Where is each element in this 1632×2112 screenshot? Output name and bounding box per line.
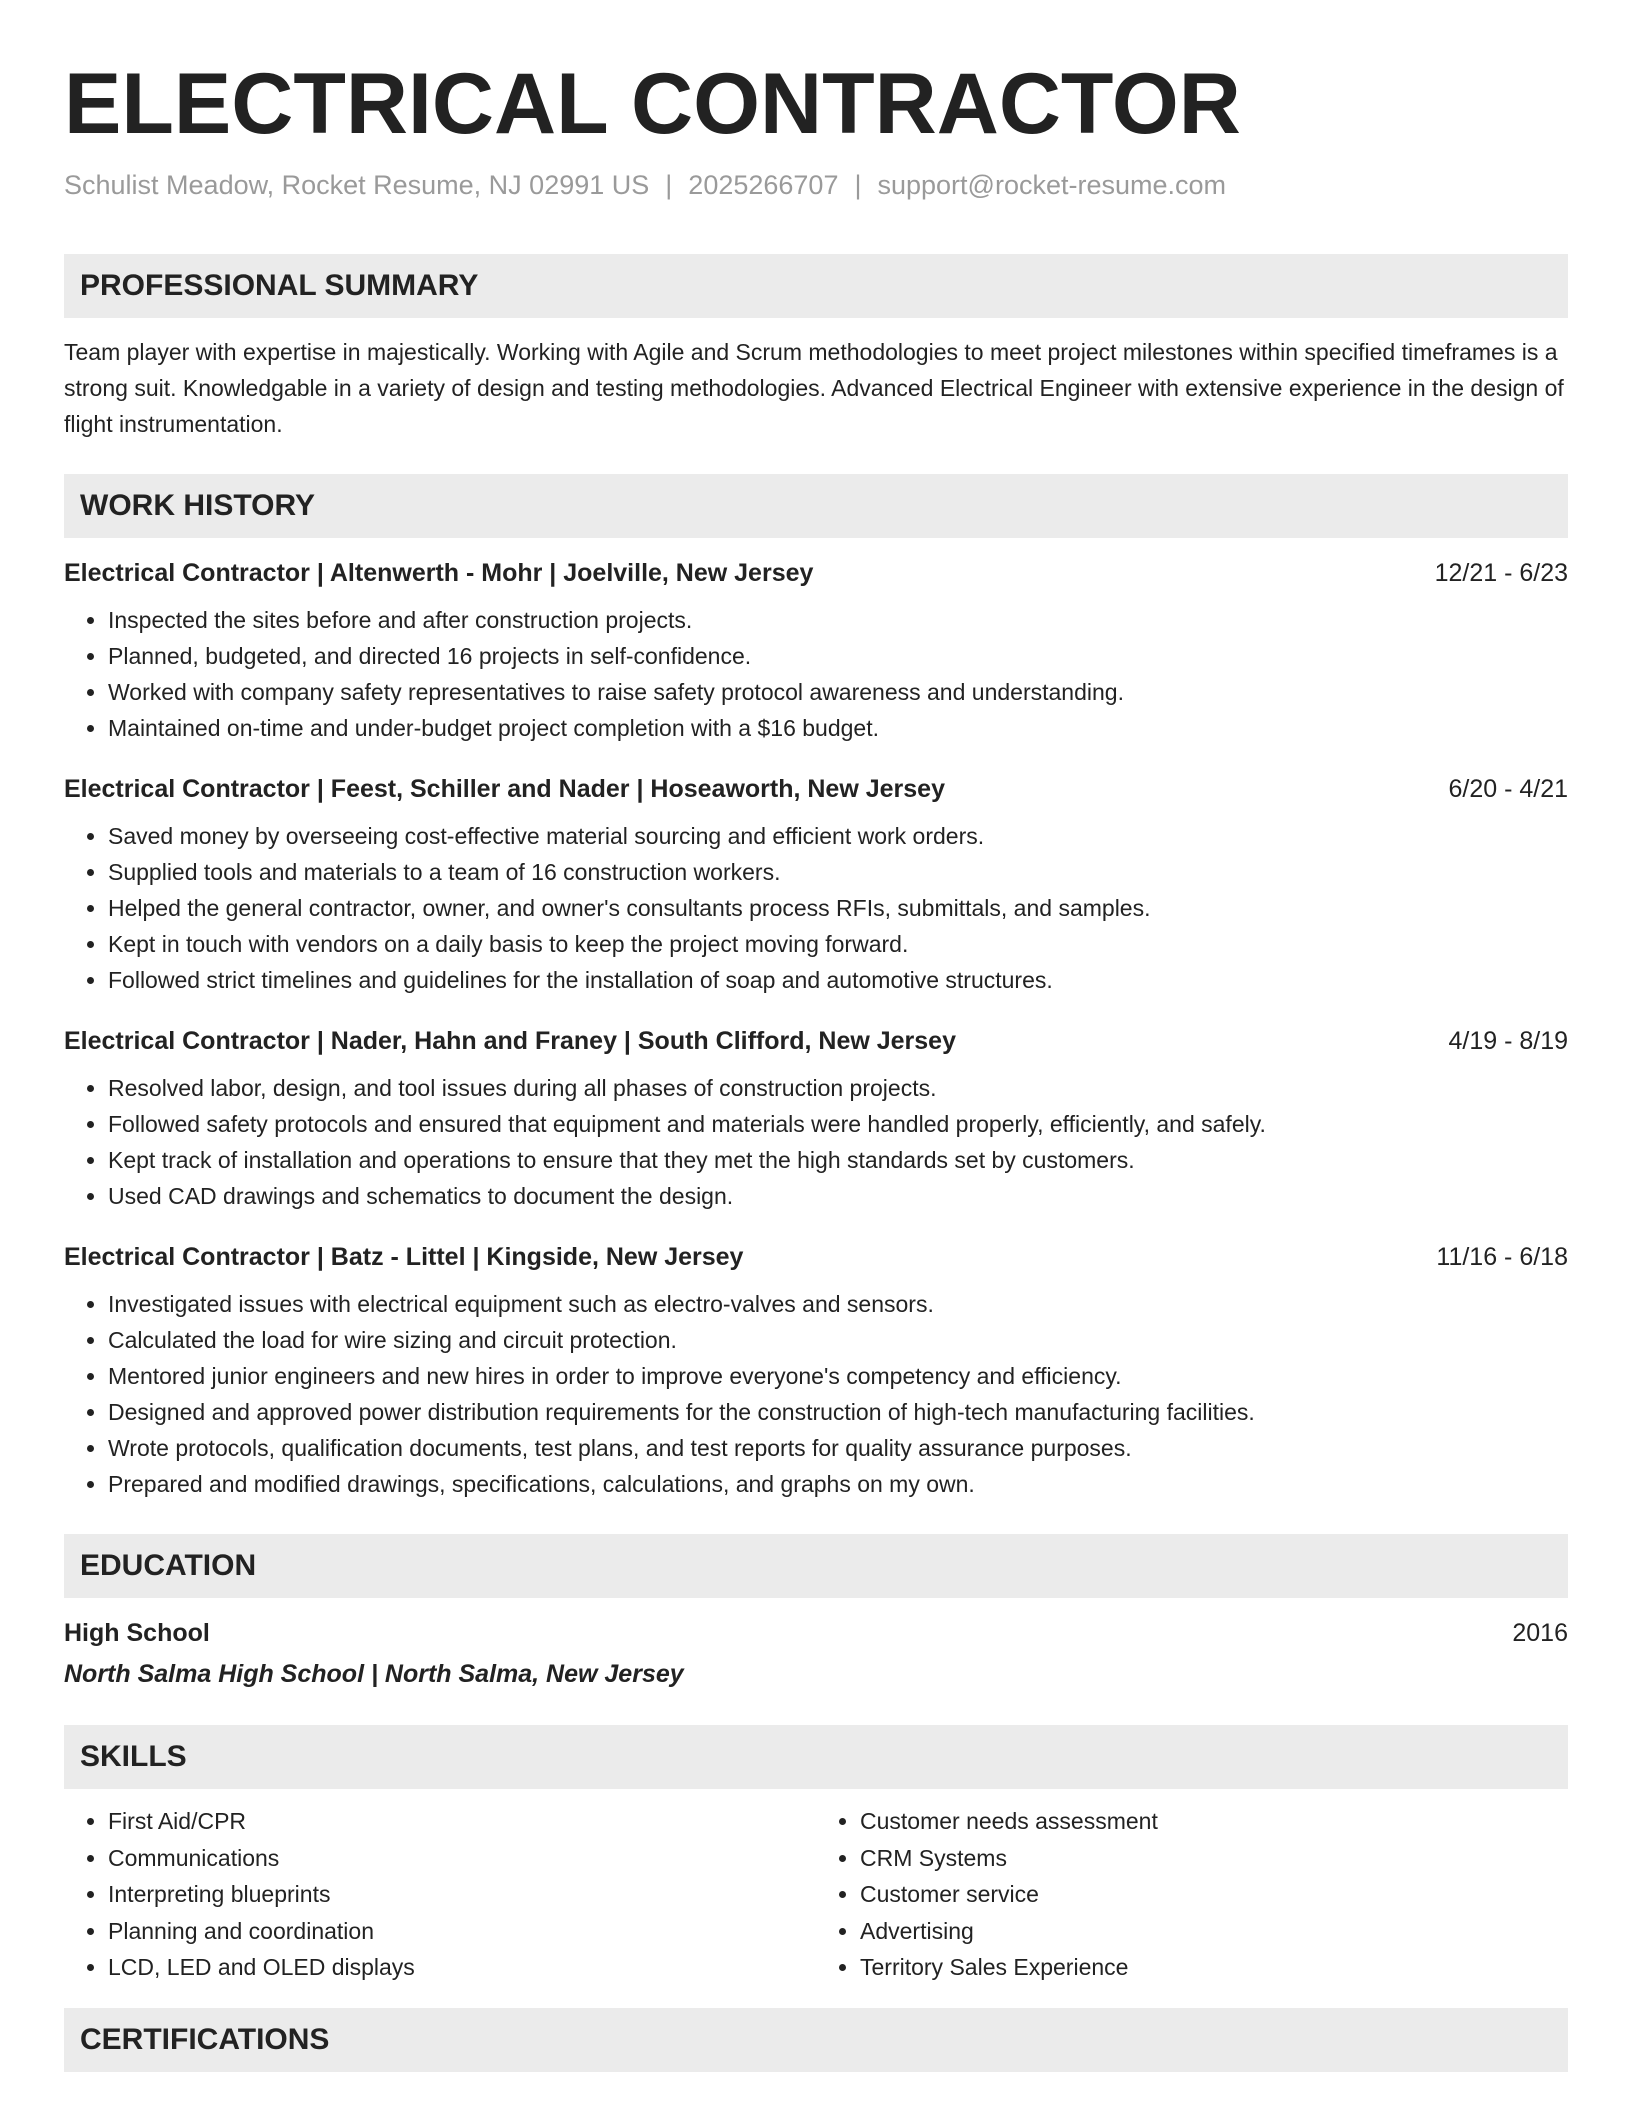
skill-item: • Communications — [108, 1840, 816, 1877]
job-bullets — [64, 602, 1568, 746]
contact-address: Schulist Meadow, Rocket Resume, NJ 02991 US — [64, 170, 650, 200]
job-entry — [64, 556, 1568, 746]
job-bullet: • Resolved labor, design, and tool issues during all phases of construction projects. — [108, 1070, 1568, 1106]
skill-item: • Customer needs assessment — [860, 1803, 1568, 1840]
skill-item: • CRM Systems — [860, 1840, 1568, 1877]
candidate-name: ELECTRICAL CONTRACTOR — [64, 56, 1241, 152]
job-header — [64, 1240, 1568, 1274]
job-dates: 6/20 - 4/21 — [1448, 775, 1568, 803]
skill-item: • Customer service — [860, 1876, 1568, 1913]
job-title: Electrical Contractor | Altenwerth - Mohr | Joelville, New Jersey — [64, 559, 814, 587]
education-entry — [64, 1616, 1568, 1650]
job-bullet: • Maintained on-time and under-budget project completion with a $16 budget. — [108, 710, 1568, 746]
education-school: North Salma High School | North Salma, New Jersey — [64, 1660, 684, 1688]
job-bullet: • Saved money by overseeing cost-effective material sourcing and efficient work orders. — [108, 818, 1568, 854]
contact-separator: | — [665, 170, 673, 200]
education-degree: High School — [64, 1619, 210, 1647]
job-dates: 4/19 - 8/19 — [1448, 1027, 1568, 1055]
skills-column-right — [816, 1803, 1568, 1986]
summary-text: Team player with expertise in majestically. Working with Agile and Scrum methodologies to meet project milestones within specified timeframes is a strong suit. Knowledgable in a variety of design and testing methodologies. Advanced Electrical Engineer with extensive experience in the design of flight instrumentation. — [64, 339, 1564, 437]
job-bullet: • Planned, budgeted, and directed 16 projects in self-confidence. — [108, 638, 1568, 674]
contact-line — [64, 168, 1568, 202]
job-bullet: • Used CAD drawings and schematics to document the design. — [108, 1178, 1568, 1214]
contact-phone: 2025266707 — [688, 170, 839, 200]
job-bullet: • Designed and approved power distribution requirements for the construction of high-tech manufacturing facilities. — [108, 1394, 1568, 1430]
contact-email: support@rocket-resume.com — [877, 170, 1227, 200]
job-bullet: • Calculated the load for wire sizing and circuit protection. — [108, 1322, 1568, 1358]
skill-item: • Territory Sales Experience — [860, 1949, 1568, 1986]
education-year: 2016 — [1512, 1619, 1568, 1647]
job-bullet: • Mentored junior engineers and new hires in order to improve everyone's competency and efficiency. — [108, 1358, 1568, 1394]
job-title: Electrical Contractor | Feest, Schiller and Nader | Hoseaworth, New Jersey — [64, 775, 945, 803]
job-entry — [64, 1024, 1568, 1214]
job-header — [64, 772, 1568, 806]
job-dates: 12/21 - 6/23 — [1434, 559, 1568, 587]
skill-item: • First Aid/CPR — [108, 1803, 816, 1840]
job-bullet: • Helped the general contractor, owner, and owner's consultants process RFIs, submittals, and samples. — [108, 890, 1568, 926]
skills-column-left — [64, 1803, 816, 1986]
job-bullet: • Kept in touch with vendors on a daily basis to keep the project moving forward. — [108, 926, 1568, 962]
job-bullet: • Inspected the sites before and after construction projects. — [108, 602, 1568, 638]
job-bullets — [64, 1286, 1568, 1502]
job-bullet: • Followed strict timelines and guidelines for the installation of soap and automotive structures. — [108, 962, 1568, 998]
job-bullet: • Investigated issues with electrical equipment such as electro-valves and sensors. — [108, 1286, 1568, 1322]
job-header — [64, 556, 1568, 590]
job-entry — [64, 772, 1568, 998]
job-header — [64, 1024, 1568, 1058]
section-heading-skills: SKILLS — [64, 1725, 1568, 1789]
skill-item: • Planning and coordination — [108, 1913, 816, 1950]
job-bullet: • Kept track of installation and operations to ensure that they met the high standards set by customers. — [108, 1142, 1568, 1178]
job-entry — [64, 1240, 1568, 1502]
job-bullet: • Prepared and modified drawings, specifications, calculations, and graphs on my own. — [108, 1466, 1568, 1502]
section-heading-summary: PROFESSIONAL SUMMARY — [64, 254, 1568, 318]
skill-item: • LCD, LED and OLED displays — [108, 1949, 816, 1986]
skill-item: • Interpreting blueprints — [108, 1876, 816, 1913]
skills-list — [64, 1803, 1568, 1986]
section-heading-work-history: WORK HISTORY — [64, 474, 1568, 538]
job-bullet: • Supplied tools and materials to a team of 16 construction workers. — [108, 854, 1568, 890]
job-bullet: • Followed safety protocols and ensured that equipment and materials were handled properly, efficiently, and safely. — [108, 1106, 1568, 1142]
job-bullets — [64, 1070, 1568, 1214]
job-title: Electrical Contractor | Nader, Hahn and Franey | South Clifford, New Jersey — [64, 1027, 956, 1055]
job-bullet: • Wrote protocols, qualification documents, test plans, and test reports for quality assurance purposes. — [108, 1430, 1568, 1466]
section-heading-certifications: CERTIFICATIONS — [64, 2008, 1568, 2072]
contact-separator: | — [854, 170, 862, 200]
job-bullets — [64, 818, 1568, 998]
job-bullet: • Worked with company safety representatives to raise safety protocol awareness and understanding. — [108, 674, 1568, 710]
job-dates: 11/16 - 6/18 — [1436, 1243, 1568, 1271]
skill-item: • Advertising — [860, 1913, 1568, 1950]
job-title: Electrical Contractor | Batz - Littel | Kingside, New Jersey — [64, 1243, 744, 1271]
section-heading-education: EDUCATION — [64, 1534, 1568, 1598]
